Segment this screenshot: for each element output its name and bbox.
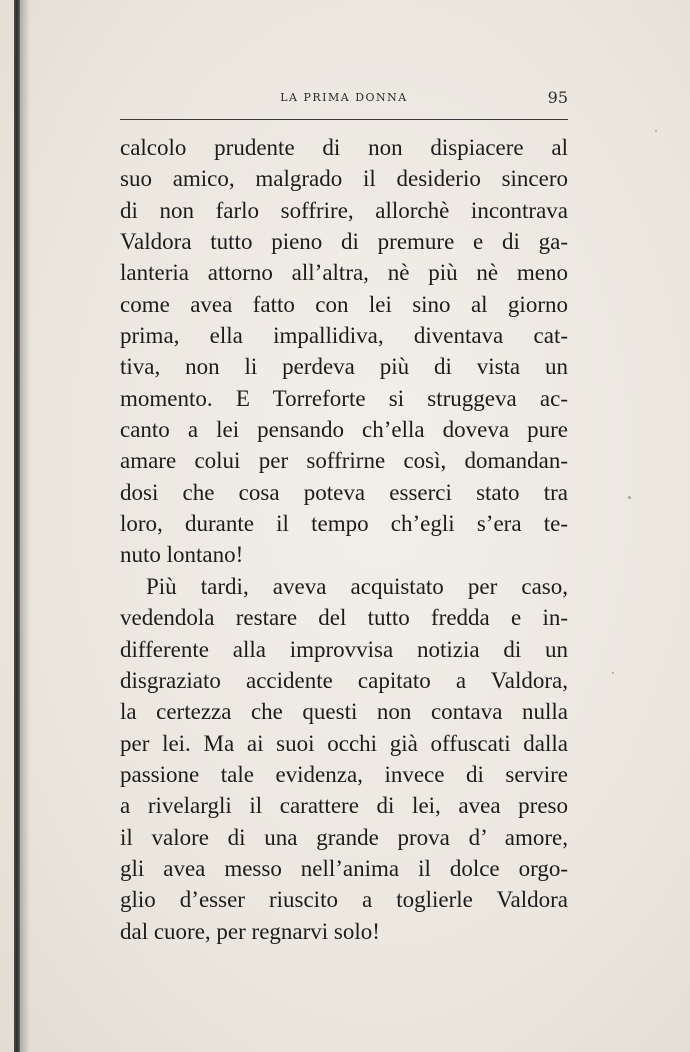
text-line: Valdora tutto pieno di premure e di ga- bbox=[120, 229, 568, 255]
text-line: disgraziato accidente capitato a Valdora, bbox=[120, 667, 568, 693]
text-line: calcolo prudente di non dispiacere al bbox=[120, 135, 568, 160]
text-line: prima, ella impallidiva, diventava cat- bbox=[120, 323, 568, 349]
text-line: Più tardi, aveva acquistato per caso, bbox=[146, 573, 568, 599]
text-line: loro, durante il tempo ch’egli s’era te- bbox=[120, 511, 568, 537]
text-line: passione tale evidenza, invece di servire bbox=[120, 761, 568, 787]
body-text bbox=[120, 132, 568, 947]
text-line: vedendola restare del tutto fredda e in- bbox=[120, 605, 568, 631]
text-line: a rivelargli il carattere di lei, avea preso bbox=[120, 793, 568, 819]
text-line: momento. E Torreforte si struggeva ac- bbox=[120, 385, 568, 411]
text-line: come avea fatto con lei sino al giorno bbox=[120, 291, 568, 317]
text-line: tiva, non li perdeva più di vista un bbox=[120, 354, 568, 380]
paper-speck bbox=[612, 672, 614, 674]
text-line: glio d’esser riuscito a toglierle Valdora bbox=[120, 887, 568, 913]
text-line: il valore di una grande prova d’ amore, bbox=[120, 824, 568, 850]
page-number: 95 bbox=[547, 88, 568, 107]
header-rule bbox=[120, 119, 568, 120]
paper-speck bbox=[628, 496, 631, 499]
text-line: lanteria attorno all’altra, nè più nè meno bbox=[120, 260, 568, 286]
paragraph-1 bbox=[120, 132, 568, 571]
text-line: amare colui per soffrirne così, domandan- bbox=[120, 448, 568, 474]
running-head bbox=[120, 88, 568, 108]
text-line: canto a lei pensando ch’ella doveva pure bbox=[120, 417, 568, 443]
paragraph-2 bbox=[120, 571, 568, 947]
text-line: suo amico, malgrado il desiderio sincero bbox=[120, 166, 568, 192]
text-line: nuto lontano! bbox=[120, 542, 244, 568]
text-line: per lei. Ma ai suoi occhi già offuscati dalla bbox=[120, 730, 568, 756]
text-line: dal cuore, per regnarvi solo! bbox=[120, 918, 380, 944]
spine-shadow bbox=[20, 0, 30, 1052]
running-title: LA PRIMA DONNA bbox=[280, 91, 408, 104]
text-line: dosi che cosa poteva esserci stato tra bbox=[120, 479, 568, 505]
text-line: la certezza che questi non contava nulla bbox=[120, 699, 568, 725]
text-line: gli avea messo nell’anima il dolce orgo- bbox=[120, 855, 568, 881]
text-line: differente alla improvvisa notizia di un bbox=[120, 636, 568, 662]
text-line: di non farlo soffrire, allorchè incontrava bbox=[120, 197, 568, 223]
paper-speck bbox=[655, 130, 657, 132]
